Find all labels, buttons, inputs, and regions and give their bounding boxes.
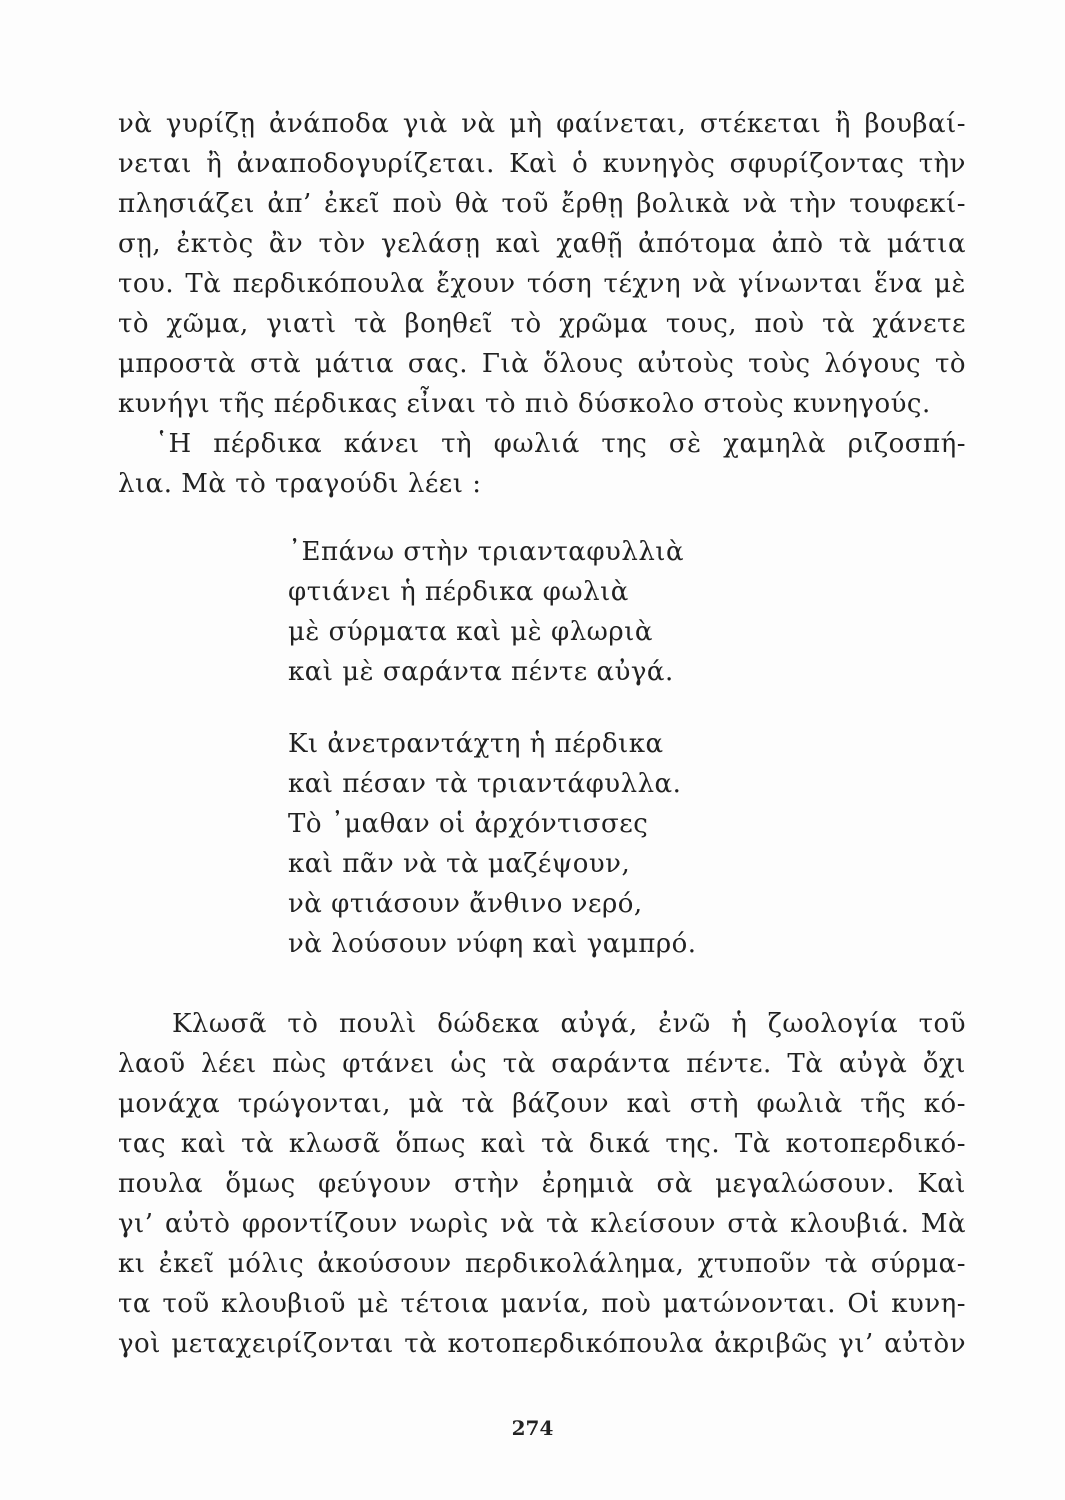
text-line: κι ἐκεῖ μόλις ἀκούσουν περδικολάλημα, χτυποῦν τὰ σύρμα- xyxy=(118,1249,966,1279)
text-line: γι’ αὐτὸ φροντίζουν νωρὶς νὰ τὰ κλείσουν στὰ κλουβιά. Μὰ xyxy=(118,1209,966,1239)
verse-line: Τὸ ᾿μαθαν οἱ ἀρχόντισσες xyxy=(288,809,649,839)
text-line: μονάχα τρώγονται, μὰ τὰ βάζουν καὶ στὴ φωλιὰ τῆς κό- xyxy=(118,1089,966,1119)
text-line: τας καὶ τὰ κλωσᾶ ὅπως καὶ τὰ δικά της. Τὰ κοτοπερδικό- xyxy=(118,1129,966,1159)
verse-line: νὰ λούσουν νύφη καὶ γαμπρό. xyxy=(288,929,697,959)
text-line: του. Τὰ περδικόπουλα ἔχουν τόση τέχνη νὰ γίνωνται ἕνα μὲ xyxy=(118,269,966,299)
text-line: ῾Η πέρδικα κάνει τὴ φωλιά της σὲ χαμηλὰ ριζοσπή- xyxy=(155,429,966,459)
verse-line: Κι ἀνετραντάχτη ἡ πέρδικα xyxy=(288,729,664,759)
text-line: πουλα ὅμως φεύγουν στὴν ἐρημιὰ σὰ μεγαλώσουν. Καὶ xyxy=(118,1169,966,1199)
verse-line: καὶ μὲ σαράντα πέντε αὐγά. xyxy=(288,657,674,687)
page-number: 274 xyxy=(511,1416,554,1440)
text-line: τὸ χῶμα, γιατὶ τὰ βοηθεῖ τὸ χρῶμα τους, ποὺ τὰ χάνετε xyxy=(118,309,966,339)
text-line: λαοῦ λέει πὼς φτάνει ὡς τὰ σαράντα πέντε. Τὰ αὐγὰ ὄχι xyxy=(118,1049,966,1079)
text-line: μπροστὰ στὰ μάτια σας. Γιὰ ὅλους αὐτοὺς τοὺς λόγους τὸ xyxy=(118,349,966,379)
text-line: νὰ γυρίζῃ ἀνάποδα γιὰ νὰ μὴ φαίνεται, στέκεται ἢ βουβαί- xyxy=(118,109,966,139)
text-line: τα τοῦ κλουβιοῦ μὲ τέτοια μανία, ποὺ ματώνονται. Οἱ κυνη- xyxy=(118,1289,966,1319)
verse-line: καὶ πᾶν νὰ τὰ μαζέψουν, xyxy=(288,849,631,879)
verse-line: ᾿Επάνω στὴν τριανταφυλλιὰ xyxy=(288,537,685,567)
verse-line: νὰ φτιάσουν ἄνθινο νερό, xyxy=(288,889,643,919)
text-line: Κλωσᾶ τὸ πουλὶ δώδεκα αὐγά, ἐνῶ ἡ ζωολογία τοῦ xyxy=(172,1009,966,1039)
verse-line: φτιάνει ἡ πέρδικα φωλιὰ xyxy=(288,577,629,607)
verse-line: μὲ σύρματα καὶ μὲ φλωριὰ xyxy=(288,617,653,647)
text-line: λια. Μὰ τὸ τραγούδι λέει : xyxy=(118,469,482,499)
text-line: κυνήγι τῆς πέρδικας εἶναι τὸ πιὸ δύσκολο στοὺς κυνηγούς. xyxy=(118,389,931,419)
text-line: πλησιάζει ἀπ’ ἐκεῖ ποὺ θὰ τοῦ ἔρθῃ βολικὰ νὰ τὴν τουφεκί- xyxy=(118,189,966,219)
text-line: γοὶ μεταχειρίζονται τὰ κοτοπερδικόπουλα ἀκριβῶς γι’ αὐτὸν xyxy=(118,1329,966,1359)
text-line: σῃ, ἐκτὸς ἂν τὸν γελάσῃ καὶ χαθῇ ἀπότομα ἀπὸ τὰ μάτια xyxy=(118,229,966,259)
verse-line: καὶ πέσαν τὰ τριαντάφυλλα. xyxy=(288,769,682,799)
text-line: νεται ἢ ἀναποδογυρίζεται. Καὶ ὁ κυνηγὸς σφυρίζοντας τὴν xyxy=(118,149,966,179)
